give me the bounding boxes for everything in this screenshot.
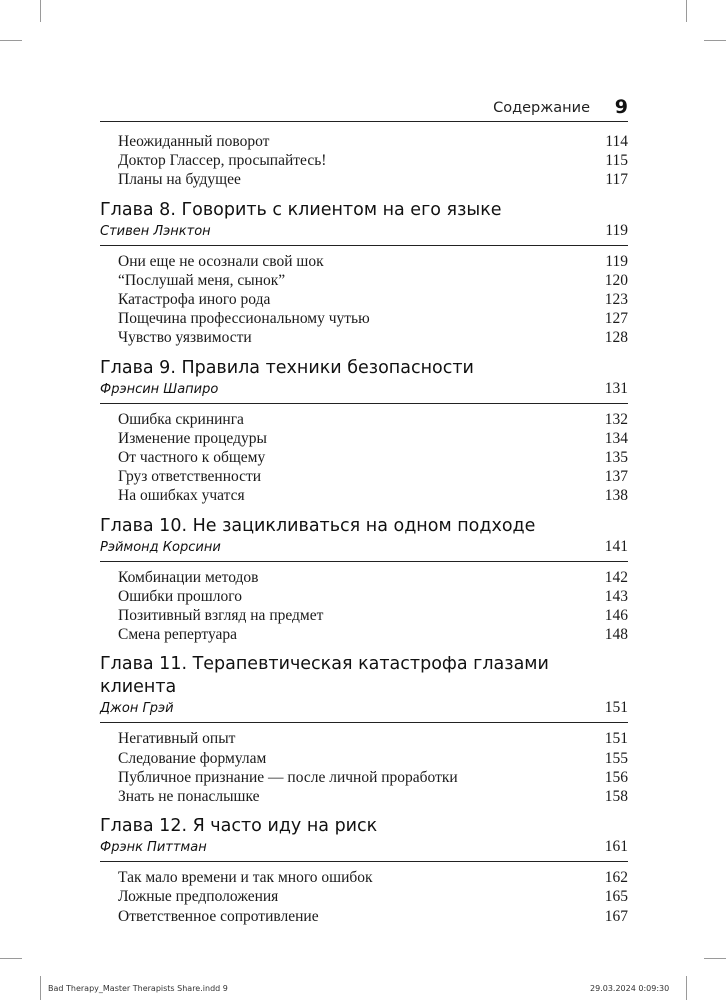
toc-entry-title: Смена репертуара bbox=[118, 626, 238, 644]
toc-entry[interactable] bbox=[100, 290, 628, 309]
chapter-author: Рэймонд Корсини bbox=[100, 539, 221, 555]
toc-entry[interactable] bbox=[100, 170, 628, 189]
table-of-contents bbox=[100, 132, 628, 926]
toc-entry[interactable] bbox=[100, 606, 628, 625]
toc-entry-title: Так мало времени и так много ошибок bbox=[118, 869, 373, 887]
chapter-block bbox=[100, 515, 628, 645]
chapter-author: Стивен Лэнктон bbox=[100, 223, 211, 239]
toc-entry-page: 167 bbox=[604, 907, 628, 925]
toc-entry-page: 134 bbox=[604, 429, 628, 447]
toc-entry-title: Ошибки прошлого bbox=[118, 587, 242, 605]
chapter-author: Джон Грэй bbox=[100, 701, 174, 717]
crop-mark bbox=[704, 40, 726, 41]
chapter-title[interactable]: Глава 9. Правила техники безопасности bbox=[100, 357, 474, 378]
toc-entry[interactable] bbox=[100, 729, 628, 748]
toc-entry-title: Комбинации методов bbox=[118, 568, 259, 586]
toc-entry[interactable] bbox=[100, 486, 628, 505]
toc-entry-title: Публичное признание — после личной проработки bbox=[118, 768, 458, 786]
chapter-author-row bbox=[100, 838, 628, 862]
toc-entry-page: 158 bbox=[604, 788, 628, 806]
toc-entry[interactable] bbox=[100, 749, 628, 768]
chapter-page: 161 bbox=[604, 838, 628, 856]
toc-entry[interactable] bbox=[100, 868, 628, 887]
toc-entry-page: 162 bbox=[604, 869, 628, 887]
chapter-author: Фрэнк Питтман bbox=[100, 840, 207, 856]
toc-entry[interactable] bbox=[100, 410, 628, 429]
chapter-block bbox=[100, 357, 628, 506]
toc-entry-title: Неожиданный поворот bbox=[118, 133, 270, 150]
toc-entry[interactable] bbox=[100, 309, 628, 328]
header-rule bbox=[100, 121, 628, 122]
toc-entry-title: Катастрофа иного рода bbox=[118, 291, 271, 309]
toc-entry-page: 115 bbox=[605, 152, 628, 170]
chapter-page: 151 bbox=[604, 699, 628, 717]
chapter-page: 131 bbox=[604, 379, 628, 397]
toc-entry-page: 128 bbox=[604, 329, 628, 347]
toc-entry-title: Знать не понаслышке bbox=[118, 788, 260, 806]
toc-entry-page: 143 bbox=[604, 587, 628, 605]
toc-entry-title: Груз ответственности bbox=[118, 468, 262, 486]
toc-entry-title: Доктор Глассер, просыпайтесь! bbox=[118, 152, 327, 170]
toc-entry[interactable] bbox=[100, 252, 628, 271]
toc-entry-title: “Послушай меня, сынок” bbox=[118, 271, 286, 289]
toc-entry[interactable] bbox=[100, 429, 628, 448]
toc-entry[interactable] bbox=[100, 787, 628, 806]
crop-mark bbox=[686, 976, 687, 1000]
crop-mark bbox=[40, 976, 41, 1000]
toc-entry-title: Планы на будущее bbox=[118, 171, 241, 189]
toc-entry[interactable] bbox=[100, 568, 628, 587]
toc-entry[interactable] bbox=[100, 132, 628, 151]
toc-entry[interactable] bbox=[100, 448, 628, 467]
toc-entry-title: Негативный опыт bbox=[118, 730, 236, 748]
crop-mark bbox=[40, 0, 41, 22]
toc-entry-title: Пощечина профессиональному чутью bbox=[118, 310, 370, 328]
toc-entry-title: Позитивный взгляд на предмет bbox=[118, 607, 324, 625]
toc-entry-title: Чувство уязвимости bbox=[118, 329, 252, 347]
chapter-title[interactable]: Глава 10. Не зацикливаться на одном подходе bbox=[100, 515, 536, 536]
toc-entry[interactable] bbox=[100, 887, 628, 906]
toc-entry[interactable] bbox=[100, 271, 628, 290]
toc-entry-page: 132 bbox=[604, 410, 628, 428]
crop-mark bbox=[0, 40, 22, 41]
toc-entry-page: 135 bbox=[604, 449, 628, 467]
chapter-author-row bbox=[100, 699, 628, 723]
toc-entry-title: Следование формулам bbox=[118, 749, 267, 767]
crop-mark bbox=[704, 958, 726, 959]
toc-entry[interactable] bbox=[100, 328, 628, 347]
toc-entry[interactable] bbox=[100, 467, 628, 486]
toc-entry-page: 137 bbox=[604, 468, 628, 486]
toc-entry-page: 117 bbox=[605, 171, 628, 189]
toc-entry-page: 165 bbox=[604, 888, 628, 906]
toc-entry[interactable] bbox=[100, 151, 628, 170]
chapter-title[interactable]: Глава 12. Я часто иду на риск bbox=[100, 816, 378, 837]
toc-entry-page: 138 bbox=[604, 487, 628, 505]
chapter-block bbox=[100, 815, 628, 926]
toc-entry[interactable] bbox=[100, 625, 628, 644]
running-header-title: Содержание bbox=[493, 100, 590, 116]
chapter-page: 141 bbox=[604, 537, 628, 555]
chapter-author: Фрэнсин Шапиро bbox=[100, 381, 219, 397]
toc-entry-page: 127 bbox=[604, 310, 628, 328]
chapter-block bbox=[100, 653, 628, 806]
toc-entry-title: Ответственное сопротивление bbox=[118, 907, 319, 925]
toc-entry-title: На ошибках учатся bbox=[118, 487, 245, 505]
toc-entry-title: Ложные предположения bbox=[118, 888, 279, 906]
toc-entry[interactable] bbox=[100, 907, 628, 926]
toc-entry-page: 148 bbox=[604, 626, 628, 644]
toc-entry-page: 155 bbox=[604, 749, 628, 767]
toc-entry[interactable] bbox=[100, 587, 628, 606]
chapter-author-row bbox=[100, 380, 628, 404]
toc-entry-title: От частного к общему bbox=[118, 449, 266, 467]
toc-entry-page: 151 bbox=[604, 730, 628, 748]
chapter-block bbox=[100, 199, 628, 348]
chapter-title[interactable]: Глава 11. Терапевтическая катастрофа глазами клиента bbox=[100, 654, 549, 698]
footer-file-info: Bad Therapy_Master Therapists Share.indd 9 bbox=[48, 984, 228, 993]
page-number: 9 bbox=[614, 96, 628, 118]
toc-entry-title: Ошибка скрининга bbox=[118, 410, 244, 428]
chapter-title[interactable]: Глава 8. Говорить с клиентом на его языке bbox=[100, 199, 502, 220]
toc-entry-page: 120 bbox=[604, 271, 628, 289]
toc-entry[interactable] bbox=[100, 768, 628, 787]
toc-entry-page: 156 bbox=[604, 768, 628, 786]
toc-entry-page: 142 bbox=[604, 568, 628, 586]
chapter-author-row bbox=[100, 538, 628, 562]
toc-entry-page: 119 bbox=[605, 252, 628, 270]
toc-entry-page: 123 bbox=[604, 291, 628, 309]
crop-mark bbox=[0, 958, 22, 959]
toc-entry-page: 146 bbox=[604, 607, 628, 625]
chapter-author-row bbox=[100, 222, 628, 246]
toc-entry-title: Они еще не осознали свой шок bbox=[118, 252, 324, 270]
footer-timestamp: 29.03.2024 0:09:30 bbox=[590, 984, 670, 993]
chapter-page: 119 bbox=[605, 221, 628, 239]
toc-entry-title: Изменение процедуры bbox=[118, 429, 267, 447]
crop-mark bbox=[686, 0, 687, 22]
toc-entry-page: 114 bbox=[605, 133, 628, 150]
